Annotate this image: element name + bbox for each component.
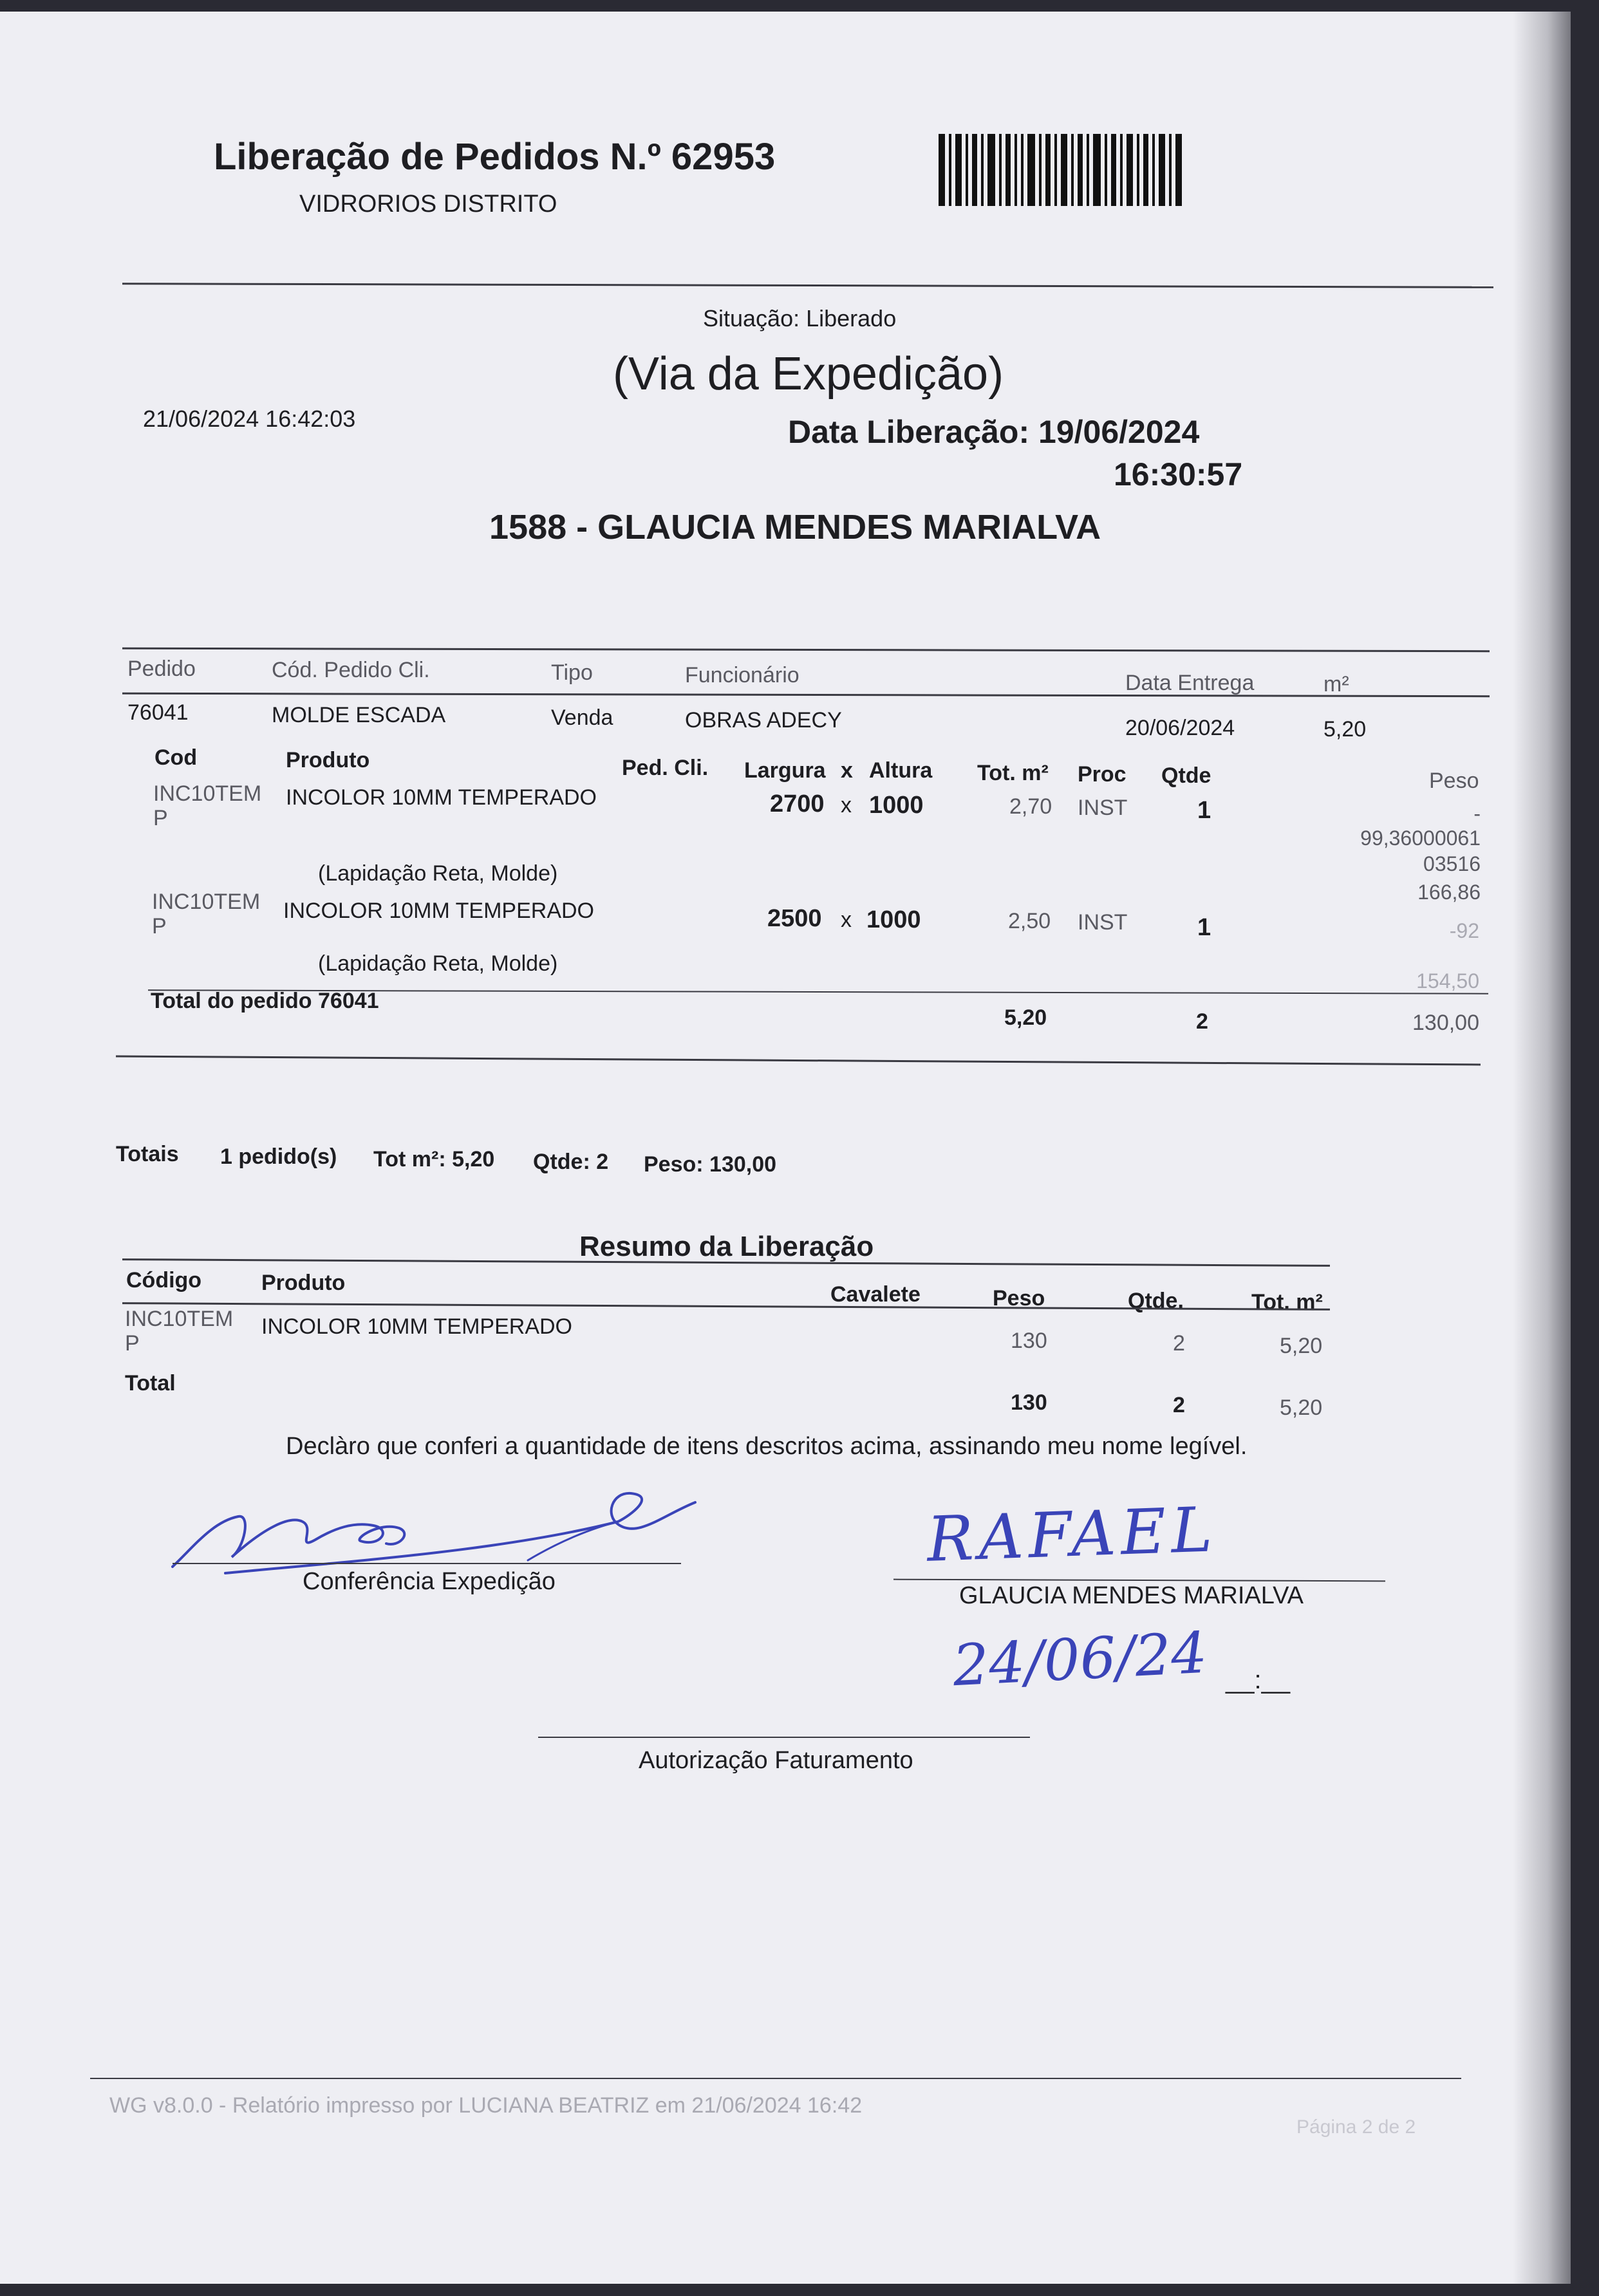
order-funcionario: OBRAS ADECY [685, 708, 842, 733]
footer-page-number: Página 2 de 2 [1296, 2116, 1416, 2138]
declaration-text: Declàro que conferi a quantidade de itens descritos acima, assinando meu nome legível. [286, 1433, 1248, 1460]
authorization-label: Autorização Faturamento [639, 1747, 913, 1774]
summary-row-peso: 130 [1011, 1329, 1047, 1353]
document-page [0, 12, 1571, 2284]
client-signature: RAFAEL [926, 1493, 1219, 1576]
col-header-funcionario: Funcionário [685, 663, 800, 687]
order-section-bottom-border [116, 1056, 1481, 1066]
summary-header-tot-m2: Tot. m² [1251, 1290, 1323, 1314]
summary-header-qtde: Qtde. [1128, 1289, 1184, 1313]
item-2-x: x [841, 908, 852, 932]
totals-qtde: Qtde: 2 [533, 1150, 609, 1174]
summary-row-codigo: INC10TEMP [125, 1307, 234, 1356]
summary-total-label: Total [125, 1371, 176, 1395]
order-tipo: Venda [551, 705, 613, 730]
item-1-peso-line-4: 166,86 [1417, 881, 1481, 904]
release-date: Data Liberação: 19/06/2024 [788, 414, 1200, 450]
authorization-signature-line [538, 1737, 1030, 1738]
item-header-peso: Peso [1429, 769, 1479, 793]
item-1-produto: INCOLOR 10MM TEMPERADO [286, 785, 597, 810]
summary-title: Resumo da Liberação [579, 1231, 874, 1262]
item-2-produto: INCOLOR 10MM TEMPERADO [283, 899, 595, 923]
summary-header-produto: Produto [261, 1271, 346, 1295]
item-header-cod: Cod [154, 745, 198, 770]
item-header-qtde: Qtde [1161, 763, 1211, 788]
summary-header-cavalete: Cavalete [830, 1282, 921, 1307]
client-signature-label: GLAUCIA MENDES MARIALVA [959, 1582, 1304, 1609]
item-2-cod: INC10TEMP [152, 890, 261, 938]
summary-row-tot-m2: 5,20 [1280, 1334, 1323, 1358]
summary-total-tot-m2: 5,20 [1280, 1395, 1323, 1420]
item-2-note: (Lapidação Reta, Molde) [318, 951, 558, 976]
item-1-peso-line-1: - [1473, 802, 1481, 825]
item-1-peso-line-2: 99,36000061 [1360, 826, 1481, 850]
item-2-peso-line-2: 154,50 [1416, 969, 1479, 993]
item-1-largura: 2700 [770, 790, 825, 817]
item-2-largura: 2500 [767, 905, 822, 932]
order-table-top-border [122, 648, 1490, 652]
copy-label: (Via da Expedição) [613, 348, 1004, 400]
col-header-m2: m² [1323, 672, 1349, 696]
item-1-tot-m2: 2,70 [1009, 794, 1052, 819]
order-total-tot-m2: 5,20 [1004, 1005, 1047, 1030]
item-1-qtde: 1 [1197, 797, 1211, 824]
order-pedido: 76041 [127, 700, 189, 725]
release-time: 16:30:57 [1114, 456, 1243, 492]
printed-timestamp: 21/06/2024 16:42:03 [143, 406, 356, 432]
summary-header-codigo: Código [126, 1268, 202, 1293]
summary-header-peso: Peso [993, 1286, 1045, 1311]
order-data-entrega: 20/06/2024 [1125, 716, 1235, 740]
conference-signature-line [173, 1563, 681, 1564]
col-header-pedido: Pedido [127, 657, 196, 681]
situation-label: Situação: Liberado [703, 305, 897, 331]
order-m2: 5,20 [1323, 717, 1367, 742]
summary-total-qtde: 2 [1173, 1393, 1185, 1417]
item-2-altura: 1000 [866, 906, 921, 933]
totals-label: Totais [116, 1142, 179, 1166]
handwritten-date: 24/06/24 [951, 1619, 1209, 1699]
item-1-altura: 1000 [869, 792, 924, 819]
client-signature-line [893, 1579, 1385, 1582]
document-title: Liberação de Pedidos N.º 62953 [214, 136, 776, 178]
item-2-qtde: 1 [1197, 914, 1211, 941]
col-header-tipo: Tipo [551, 660, 593, 685]
item-1-note: (Lapidação Reta, Molde) [318, 861, 558, 886]
item-header-ped-cli: Ped. Cli. [622, 756, 709, 780]
footer-printed-by: WG v8.0.0 - Relatório impresso por LUCIANA BEATRIZ em 21/06/2024 16:42 [109, 2093, 863, 2118]
time-blank: __:__ [1226, 1666, 1291, 1694]
totals-pedidos: 1 pedido(s) [220, 1144, 337, 1169]
totals-tot-m2: Tot m²: 5,20 [373, 1147, 495, 1171]
totals-peso: Peso: 130,00 [644, 1152, 777, 1177]
item-1-peso-line-3: 03516 [1423, 852, 1481, 875]
order-table-header-border [122, 693, 1490, 697]
footer-divider [90, 2078, 1461, 2079]
conference-label: Conferência Expedição [303, 1568, 556, 1595]
item-1-cod: INC10TEMP [153, 781, 262, 830]
item-1-proc: INST [1078, 796, 1128, 820]
company-name: VIDRORIOS DISTRITO [299, 191, 557, 218]
item-header-largura: Largura [744, 758, 826, 783]
barcode-image [939, 134, 1182, 206]
item-header-produto: Produto [286, 748, 370, 772]
item-2-tot-m2: 2,50 [1008, 909, 1051, 933]
summary-total-peso: 130 [1011, 1390, 1047, 1415]
item-2-peso-line-1: -92 [1449, 919, 1479, 942]
order-total-peso: 130,00 [1412, 1011, 1479, 1035]
col-header-cod-pedido-cli: Cód. Pedido Cli. [272, 658, 430, 682]
summary-row-qtde: 2 [1173, 1331, 1185, 1356]
item-1-x: x [841, 793, 852, 817]
client-name: 1588 - GLAUCIA MENDES MARIALVA [489, 508, 1101, 546]
item-header-proc: Proc [1078, 762, 1127, 787]
item-2-proc: INST [1078, 910, 1128, 935]
order-cod-pedido-cli: MOLDE ESCADA [272, 703, 446, 727]
summary-row-produto: INCOLOR 10MM TEMPERADO [261, 1314, 573, 1339]
item-header-altura: Altura [869, 758, 933, 783]
col-header-data-entrega: Data Entrega [1125, 671, 1255, 695]
item-header-x: x [841, 758, 853, 783]
scan-edge-shadow [1513, 12, 1571, 2284]
header-divider [122, 283, 1493, 288]
order-total-qtde: 2 [1196, 1009, 1208, 1034]
item-header-tot-m2: Tot. m² [977, 761, 1049, 785]
order-total-label: Total do pedido 76041 [151, 989, 379, 1013]
